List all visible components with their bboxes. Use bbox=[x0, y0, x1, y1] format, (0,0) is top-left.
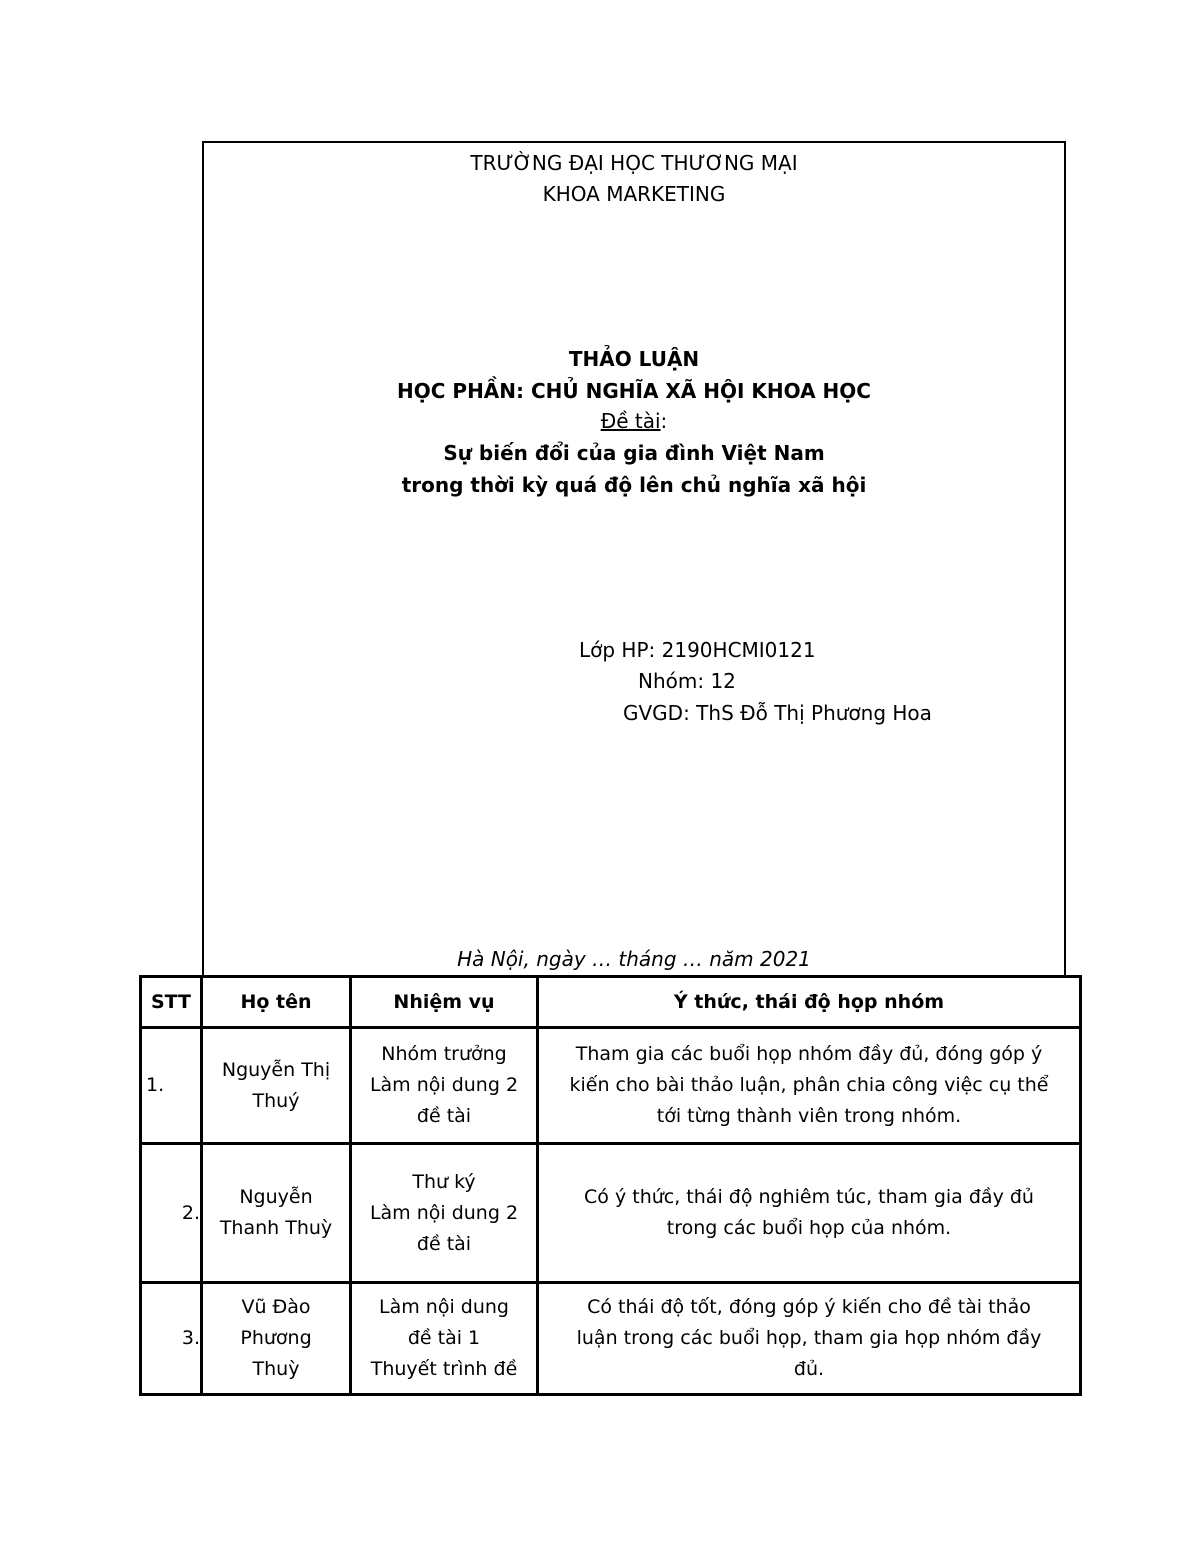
cover-page-frame bbox=[202, 141, 1066, 975]
row-attitude: Có ý thức, thái độ nghiêm túc, tham gia đầy đủ trong các buổi họp của nhóm. bbox=[538, 1144, 1081, 1283]
header-name: Họ tên bbox=[202, 977, 351, 1028]
topic-line-2: trong thời kỳ quá độ lên chủ nghĩa xã hội bbox=[401, 473, 867, 497]
header-attitude: Ý thức, thái độ họp nhóm bbox=[538, 977, 1081, 1028]
table-row bbox=[141, 1283, 1081, 1395]
row-task: Thư ký Làm nội dung 2 đề tài bbox=[351, 1144, 538, 1283]
document-type: THẢO LUẬN bbox=[568, 347, 700, 371]
member-table bbox=[139, 975, 1082, 1396]
group-number: Nhóm: 12 bbox=[638, 669, 736, 693]
course-name: HỌC PHẦN: CHỦ NGHĨA XÃ HỘI KHOA HỌC bbox=[397, 379, 871, 403]
table-row bbox=[141, 1028, 1081, 1144]
row-stt: 3. bbox=[141, 1283, 202, 1395]
table-header-row bbox=[141, 977, 1081, 1028]
row-attitude: Có thái độ tốt, đóng góp ý kiến cho đề tài thảo luận trong các buổi họp, tham gia họp nhóm đầy đủ. bbox=[538, 1283, 1081, 1395]
table-row bbox=[141, 1144, 1081, 1283]
topic-label-line bbox=[204, 409, 1064, 433]
place-and-date: Hà Nội, ngày … tháng … năm 2021 bbox=[457, 947, 811, 971]
topic-line-1: Sự biến đổi của gia đình Việt Nam bbox=[443, 441, 825, 465]
row-task: Nhóm trưởng Làm nội dung 2 đề tài bbox=[351, 1028, 538, 1144]
university-name: TRƯỜNG ĐẠI HỌC THƯƠNG MẠI bbox=[470, 151, 798, 175]
topic-label: Đề tài bbox=[600, 409, 661, 433]
row-name: Nguyễn Thanh Thuỳ bbox=[202, 1144, 351, 1283]
topic-label-colon: : bbox=[660, 409, 668, 433]
row-stt: 1. bbox=[141, 1028, 202, 1144]
class-code: Lớp HP: 2190HCMI0121 bbox=[579, 638, 816, 662]
row-attitude: Tham gia các buổi họp nhóm đầy đủ, đóng góp ý kiến cho bài thảo luận, phân chia công việc cụ thể tới từng thành viên trong nhóm. bbox=[538, 1028, 1081, 1144]
header-stt: STT bbox=[141, 977, 202, 1028]
faculty-name: KHOA MARKETING bbox=[542, 182, 726, 206]
row-name: Nguyễn Thị Thuý bbox=[202, 1028, 351, 1144]
row-name: Vũ Đào Phương Thuỳ bbox=[202, 1283, 351, 1395]
row-task: Làm nội dung đề tài 1 Thuyết trình đề bbox=[351, 1283, 538, 1395]
row-stt: 2. bbox=[141, 1144, 202, 1283]
header-task: Nhiệm vụ bbox=[351, 977, 538, 1028]
lecturer: GVGD: ThS Đỗ Thị Phương Hoa bbox=[623, 701, 932, 725]
